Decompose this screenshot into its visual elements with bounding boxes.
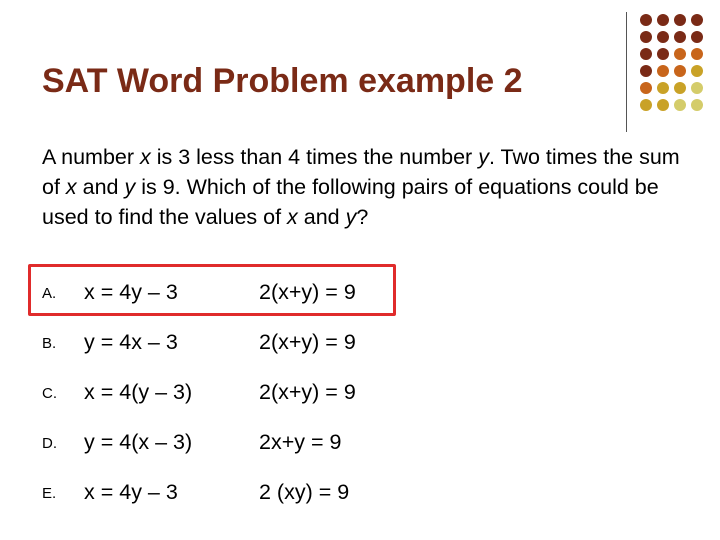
decorative-dot bbox=[640, 82, 652, 94]
choice-equation-2: 2 (xy) = 9 bbox=[259, 480, 350, 504]
choice-equation-2: 2(x+y) = 9 bbox=[259, 330, 356, 354]
decorative-dot bbox=[674, 31, 686, 43]
decorative-dot bbox=[691, 48, 703, 60]
decorative-dot bbox=[640, 14, 652, 26]
choice-letter: B. bbox=[42, 335, 57, 352]
question-text bbox=[42, 142, 682, 232]
question-part: and bbox=[76, 175, 125, 199]
question-part: . Two times the sum of bbox=[42, 145, 680, 199]
question-part: A number bbox=[42, 145, 140, 169]
choice-d[interactable] bbox=[0, 418, 720, 468]
choice-equation-1: x = 4y – 3 bbox=[84, 480, 178, 504]
choice-equation-1: y = 4x – 3 bbox=[84, 330, 178, 354]
decorative-dot bbox=[640, 65, 652, 77]
decorative-dot bbox=[657, 99, 669, 111]
question-part: is 9. Which of the following pairs of equations could be used to find the values of bbox=[42, 175, 659, 229]
decorative-dot bbox=[691, 14, 703, 26]
decorative-dot bbox=[674, 48, 686, 60]
decorative-dot bbox=[657, 14, 669, 26]
choice-equation-2: 2(x+y) = 9 bbox=[259, 280, 356, 304]
choice-letter: A. bbox=[42, 285, 57, 302]
decorative-dot bbox=[657, 48, 669, 60]
question-part: and bbox=[297, 205, 346, 229]
decorative-dot bbox=[640, 31, 652, 43]
choice-equation-2: 2(x+y) = 9 bbox=[259, 380, 356, 404]
choice-letter: C. bbox=[42, 385, 57, 402]
choice-a[interactable] bbox=[0, 268, 720, 318]
choice-e[interactable] bbox=[0, 468, 720, 518]
slide-title: SAT Word Problem example 2 bbox=[42, 62, 523, 100]
choice-letter: E. bbox=[42, 485, 57, 502]
variable-x: x bbox=[287, 205, 298, 229]
decorative-dot bbox=[691, 31, 703, 43]
decorative-dot bbox=[674, 82, 686, 94]
choice-equation-1: x = 4(y – 3) bbox=[84, 380, 193, 404]
decorative-dot bbox=[691, 65, 703, 77]
decorative-dot bbox=[674, 65, 686, 77]
variable-y: y bbox=[124, 175, 136, 199]
decorative-dot bbox=[657, 31, 669, 43]
choice-c[interactable] bbox=[0, 368, 720, 418]
variable-x: x bbox=[65, 175, 77, 199]
decorative-dot bbox=[657, 65, 669, 77]
decorative-dot bbox=[691, 99, 703, 111]
decorative-dot bbox=[657, 82, 669, 94]
choice-equation-2: 2x+y = 9 bbox=[259, 430, 342, 454]
decorative-dot bbox=[640, 48, 652, 60]
choice-equation-1: y = 4(x – 3) bbox=[84, 430, 193, 454]
question-part: ? bbox=[356, 205, 369, 229]
decorative-dot bbox=[674, 99, 686, 111]
choice-letter: D. bbox=[42, 435, 57, 452]
variable-y: y bbox=[478, 145, 489, 169]
choice-b[interactable] bbox=[0, 318, 720, 368]
variable-y: y bbox=[345, 205, 357, 229]
title-divider-line bbox=[626, 12, 627, 132]
choice-equation-1: x = 4y – 3 bbox=[84, 280, 178, 304]
decorative-dot bbox=[640, 99, 652, 111]
decorative-dot bbox=[691, 82, 703, 94]
decorative-dot bbox=[674, 14, 686, 26]
variable-x: x bbox=[140, 145, 151, 169]
question-part: is 3 less than 4 times the number bbox=[150, 145, 479, 169]
